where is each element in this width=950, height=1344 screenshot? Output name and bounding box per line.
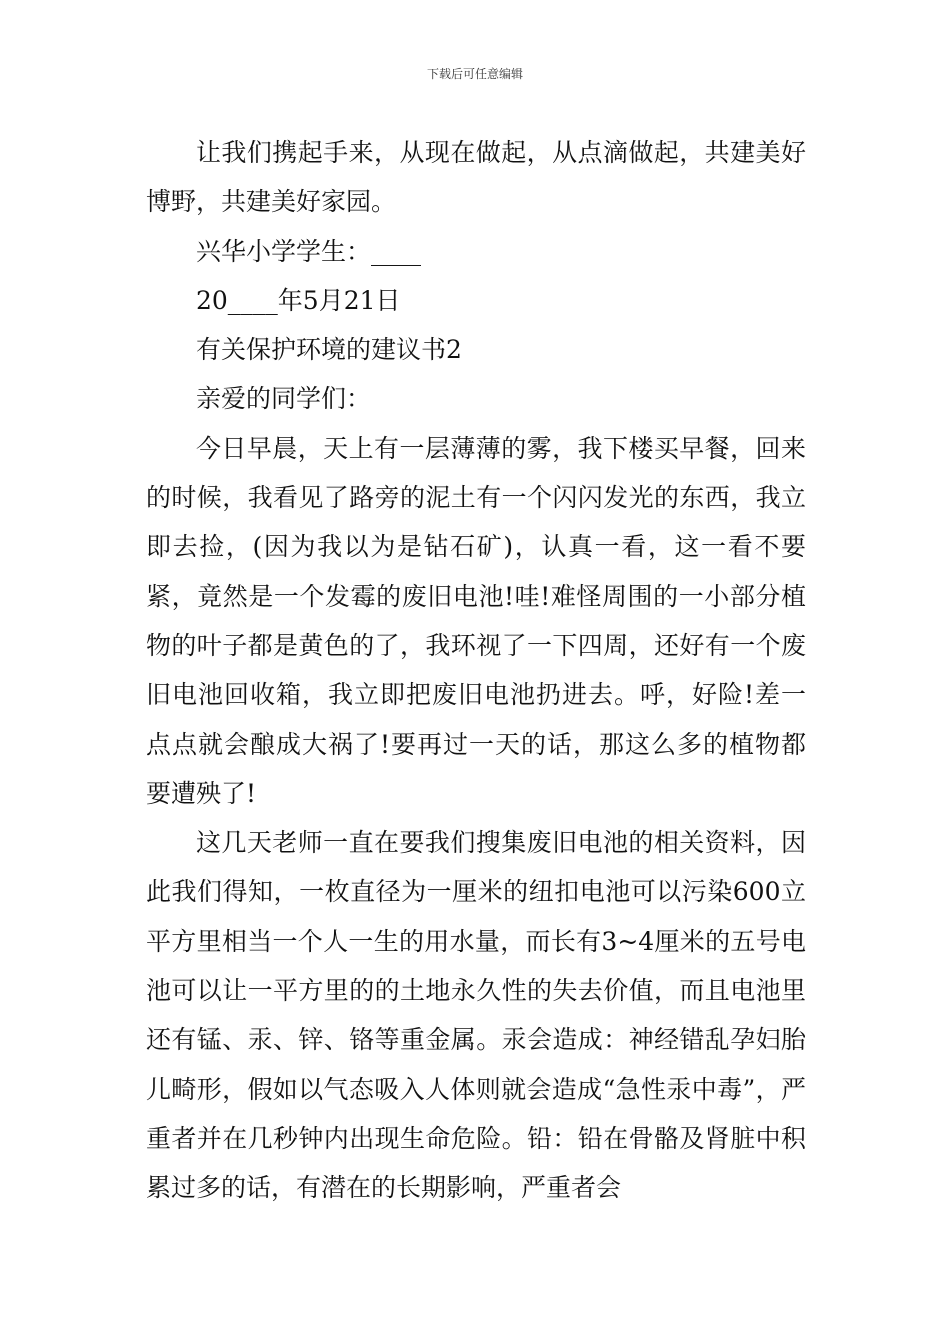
body-paragraph: 这几天老师一直在要我们搜集废旧电池的相关资料，因此我们得知，一枚直径为一厘米的纽扣电池可以污染600立平方里相当一个人一生的用水量，而长有3~4厘米的五号电池可以让一平方里的的土地永久性的失去价值，而且电池里还有锰、汞、锌、铬等重金属。汞会造成：神经错乱孕妇胎儿畸形，假如以气态吸入人体则就会造成“急性汞中毒”，严重者并在几秒钟内出现生命危险。铅：铅在骨骼及肾脏中积累过多的话，有潜在的长期影响，严重者会	[146, 828, 806, 1203]
document-body	[146, 128, 806, 1213]
closing-paragraph: 让我们携起手来，从现在做起，从点滴做起，共建美好博野，共建美好家园。	[146, 138, 806, 217]
signature-line: 兴华小学学生：____	[196, 236, 422, 266]
salutation: 亲爱的同学们：	[196, 384, 372, 414]
body-paragraph: 今日早晨，天上有一层薄薄的雾，我下楼买早餐，回来的时候，我看见了路旁的泥土有一个闪闪发光的东西，我立即去捡，(因为我以为是钻石矿)，认真一看，这一看不要紧，竟然是一个发霉的废旧电池!哇!难怪周围的一小部分植物的叶子都是黄色的了，我环视了一下四周，还好有一个废旧电池回收箱，我立即把废旧电池扔进去。呼，好险!差一点点就会酿成大祸了!要再过一天的话，那这么多的植物都要遭殃了!	[146, 433, 806, 808]
date-line: 20____年5月21日	[196, 285, 401, 315]
section-title: 有关保护环境的建议书2	[196, 335, 462, 365]
page-header-note: 下载后可任意编辑	[426, 67, 523, 81]
